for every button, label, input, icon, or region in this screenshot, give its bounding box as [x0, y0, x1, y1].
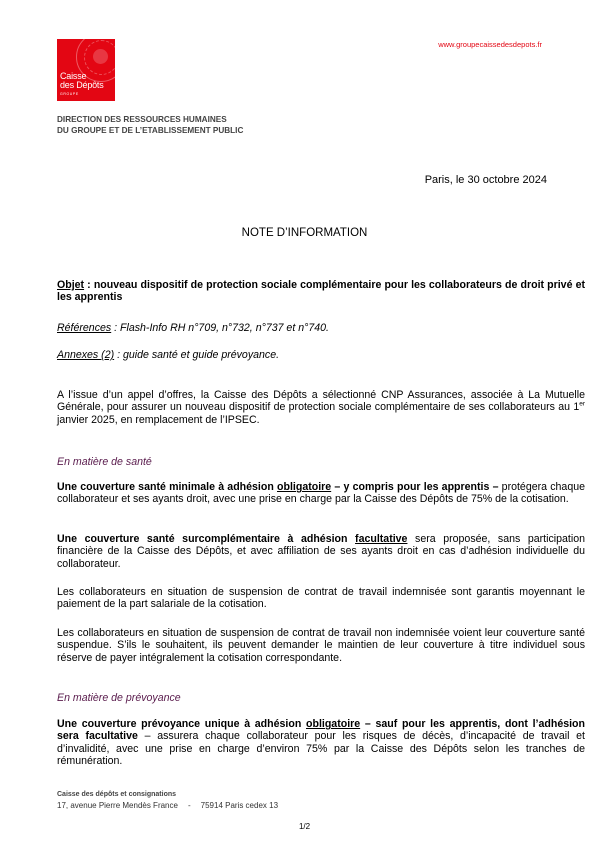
references-text: : Flash-Info RH n°709, n°732, n°737 et n°740.: [111, 322, 329, 334]
annexes-text: : guide santé et guide prévoyance.: [114, 349, 280, 361]
annexes-paragraph: [57, 349, 585, 361]
sante-paragraph-4: Les collaborateurs en situation de suspension de contrat de travail non indemnisée voient leur couverture santé suspendue. S’ils le souhaitent, ils peuvent demander le maintien de leur couverture à titre individuel sous réserve de payer intégralement la cotisation correspondante.: [57, 627, 585, 664]
logo-line3: GROUPE: [60, 92, 79, 96]
objet-text: : nouveau dispositif de protection sociale complémentaire pour les collaborateurs de droit privé et les apprentis: [57, 279, 585, 304]
references-label: Références: [57, 322, 112, 334]
annexes-label: Annexes (2): [57, 349, 115, 361]
footer-org: Caisse des dépôts et consignations: [57, 791, 177, 798]
sante-paragraph-2: Une couverture santé surcomplémentaire à adhésion facultative sera proposée, sans participation financière de la Caisse des Dépôts, et avec affiliation de ses ayants droit en cas d’adhésion individuelle du collaborateur.: [57, 533, 585, 570]
document-date: Paris, le 30 octobre 2024: [424, 174, 547, 186]
objet-label: Objet: [57, 279, 85, 291]
department-line1: DIRECTION DES RESSOURCES HUMAINES: [57, 115, 227, 124]
logo-line1: Caisse: [60, 71, 87, 81]
footer-address-line: [57, 801, 278, 812]
department-header: [57, 115, 243, 136]
footer-separator: -: [187, 800, 191, 810]
caisse-des-depots-logo: [57, 39, 115, 101]
document-title: NOTE D’INFORMATION: [241, 227, 368, 239]
logo-line2: des Dépôts: [60, 80, 104, 90]
section-heading-sante: En matière de santé: [57, 456, 152, 468]
footer-city: 75914 Paris cedex 13: [200, 800, 279, 810]
objet-paragraph: [57, 279, 585, 304]
department-line2: DU GROUPE ET DE L’ETABLISSEMENT PUBLIC: [57, 125, 244, 135]
section-heading-prevoyance: En matière de prévoyance: [57, 692, 181, 704]
references-paragraph: [57, 322, 585, 334]
sante-paragraph-3: Les collaborateurs en situation de suspension de contrat de travail indemnisée sont garantis moyennant le paiement de la part salariale de la cotisation.: [57, 586, 585, 611]
footer: [57, 790, 278, 811]
website-link[interactable]: www.groupecaissedesdepots.fr: [438, 40, 542, 49]
footer-address: 17, avenue Pierre Mendès France: [57, 800, 178, 810]
page-number: 1/2: [298, 822, 311, 831]
intro-paragraph: A l’issue d’un appel d’offres, la Caisse des Dépôts a sélectionné CNP Assurances, associée à La Mutuelle Générale, pour assurer un nouveau dispositif de protection sociale complémentaire de ses collaborateurs au 1er janvier 2025, en remplacement de l’IPSEC.: [57, 389, 585, 426]
sante-paragraph-1: Une couverture santé minimale à adhésion obligatoire – y compris pour les apprentis – protégera chaque collaborateur et ses ayants droit, avec une prise en charge par la Caisse des Dépôts de 75% de la cotisation.: [57, 481, 585, 506]
prevoyance-paragraph-1: Une couverture prévoyance unique à adhésion obligatoire – sauf pour les apprentis, dont l’adhésion sera facultative – assurera chaque collaborateur pour les risques de décès, d’incapacité de travail et d’invalidité, avec une prise en charge d’environ 75% par la Caisse des Dépôts selon les tranches de rémunération.: [57, 718, 585, 768]
